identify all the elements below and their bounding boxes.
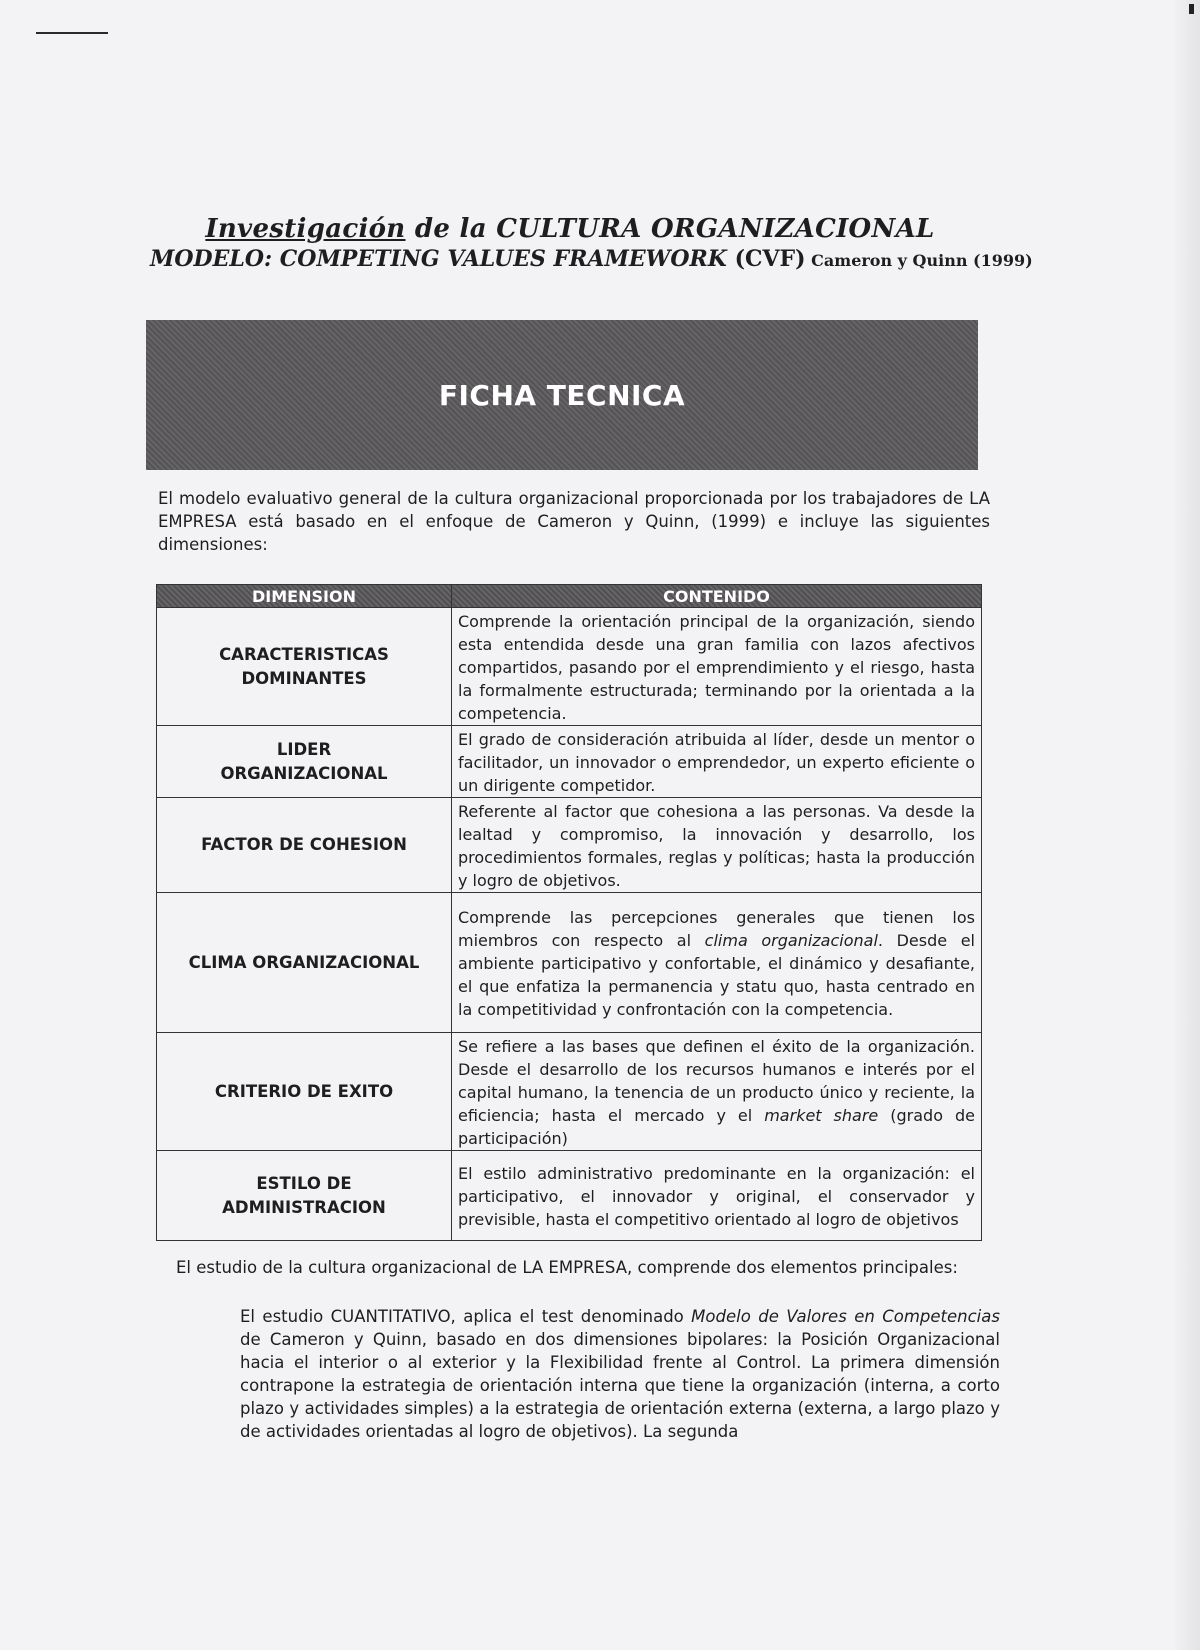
table-row (157, 726, 982, 798)
dimension-cell (157, 608, 452, 726)
dimension-label: LIDER (276, 739, 332, 759)
scan-mark (36, 32, 108, 34)
content-emphasis: clima organizacional (704, 931, 878, 950)
content-cell (452, 893, 982, 1033)
document-title (150, 214, 1033, 272)
header-contenido: CONTENIDO (452, 585, 982, 608)
dimensions-table (156, 584, 982, 1241)
dimension-label: ORGANIZACIONAL (220, 763, 388, 783)
dimension-cell (157, 726, 452, 798)
content-cell: Comprende la orientación principal de la organización, siendo esta entendida desde una gran familia con lazos afectivos compartidos, pasando por el emprendimiento y el riesgo, hasta la formalmente estructurada; terminando por la orientada a la competencia. (452, 608, 982, 726)
subtitle-line (150, 246, 1033, 272)
content-cell: Referente al factor que cohesiona a las personas. Va desde la lealtad y compromiso, la innovación y desarrollo, los procedimientos formales, reglas y políticas; hasta la producción y logro de objetivos. (452, 798, 982, 893)
content-text: . Desde el ambiente participativo y confortable, el dinámico y desafiante, el que enfatiza la permanencia y statu quo, hasta centrado en la competitividad y confrontación con la competencia. (458, 931, 976, 1019)
table-row (157, 798, 982, 893)
content-cell: El grado de consideración atribuida al líder, desde un mentor o facilitador, un innovador o emprendedor, un experto eficiente o un dirigente competidor. (452, 726, 982, 798)
content-cell (452, 1033, 982, 1151)
table-row (157, 1033, 982, 1151)
title-prefix: Investigación (205, 214, 406, 244)
table-row (157, 893, 982, 1033)
banner-label: FICHA TECNICA (438, 378, 686, 412)
title-rest: de la CULTURA ORGANIZACIONAL (405, 214, 935, 244)
study-intro: El estudio de la cultura organizacional de LA EMPRESA, comprende dos elementos principales: (176, 1258, 958, 1277)
dimension-label: FACTOR DE COHESION (201, 835, 407, 854)
dimension-cell (157, 798, 452, 893)
scan-shadow (1172, 0, 1200, 1650)
dimension-label: CLIMA ORGANIZACIONAL (188, 952, 420, 972)
scan-dot (1189, 4, 1194, 14)
ficha-tecnica-banner (146, 320, 978, 470)
content-text: (grado de participación) (458, 1106, 975, 1148)
dimension-cell (157, 893, 452, 1033)
table-row (157, 608, 982, 726)
content-emphasis: market share (764, 1106, 879, 1125)
table-row (157, 1151, 982, 1241)
content-cell: El estilo administrativo predominante en la organización: el participativo, el innovador y original, el conservador y previsible, hasta el competitivo orientado al logro de objetivos (452, 1151, 982, 1241)
study-text: El estudio CUANTITATIVO, aplica el test denominado (240, 1307, 692, 1326)
subtitle-cvf: (CVF) (726, 246, 806, 272)
content-text: Comprende las percepciones generales que tienen los miembros con respecto al (458, 908, 975, 950)
dimension-label: DOMINANTES (241, 668, 367, 688)
dimension-label: ADMINISTRACION (222, 1197, 386, 1217)
table-header-row (157, 585, 982, 608)
dimension-label: CARACTERISTICAS (219, 644, 389, 664)
subtitle-main: MODELO: COMPETING VALUES FRAMEWORK (150, 246, 727, 272)
study-emphasis: Modelo de Valores en Competencias (691, 1307, 1000, 1326)
header-dimension: DIMENSION (157, 585, 452, 608)
dimension-cell (157, 1151, 452, 1241)
title-line (150, 214, 990, 244)
study-text: de Cameron y Quinn, basado en dos dimensiones bipolares: la Posición Organizacional hacia el interior o al exterior y la Flexibilidad frente al Control. La primera dimensión contrapone la estrategia de orientación interna que tiene la organización (interna, a corto plazo y actividades simples) a la estrategia de orientación externa (externa, a largo plazo y de actividades orientadas al logro de objetivos). La segunda (240, 1330, 1000, 1441)
quantitative-study-paragraph (240, 1305, 1000, 1443)
dimension-cell (157, 1033, 452, 1151)
dimension-label: ESTILO DE (256, 1173, 352, 1193)
dimension-label: CRITERIO DE EXITO (214, 1081, 394, 1101)
subtitle-authors: Cameron y Quinn (1999) (805, 251, 1033, 270)
intro-paragraph: El modelo evaluativo general de la cultura organizacional proporcionada por los trabajadores de LA EMPRESA está basado en el enfoque de Cameron y Quinn, (1999) e incluye las siguientes dimensiones: (158, 489, 990, 554)
content-text: Se refiere a las bases que definen el éxito de la organización. Desde el desarrollo de los recursos humanos e interés por el capital humano, la tenencia de un producto único y reciente, la eficiencia; hasta el mercado y el (458, 1037, 975, 1125)
